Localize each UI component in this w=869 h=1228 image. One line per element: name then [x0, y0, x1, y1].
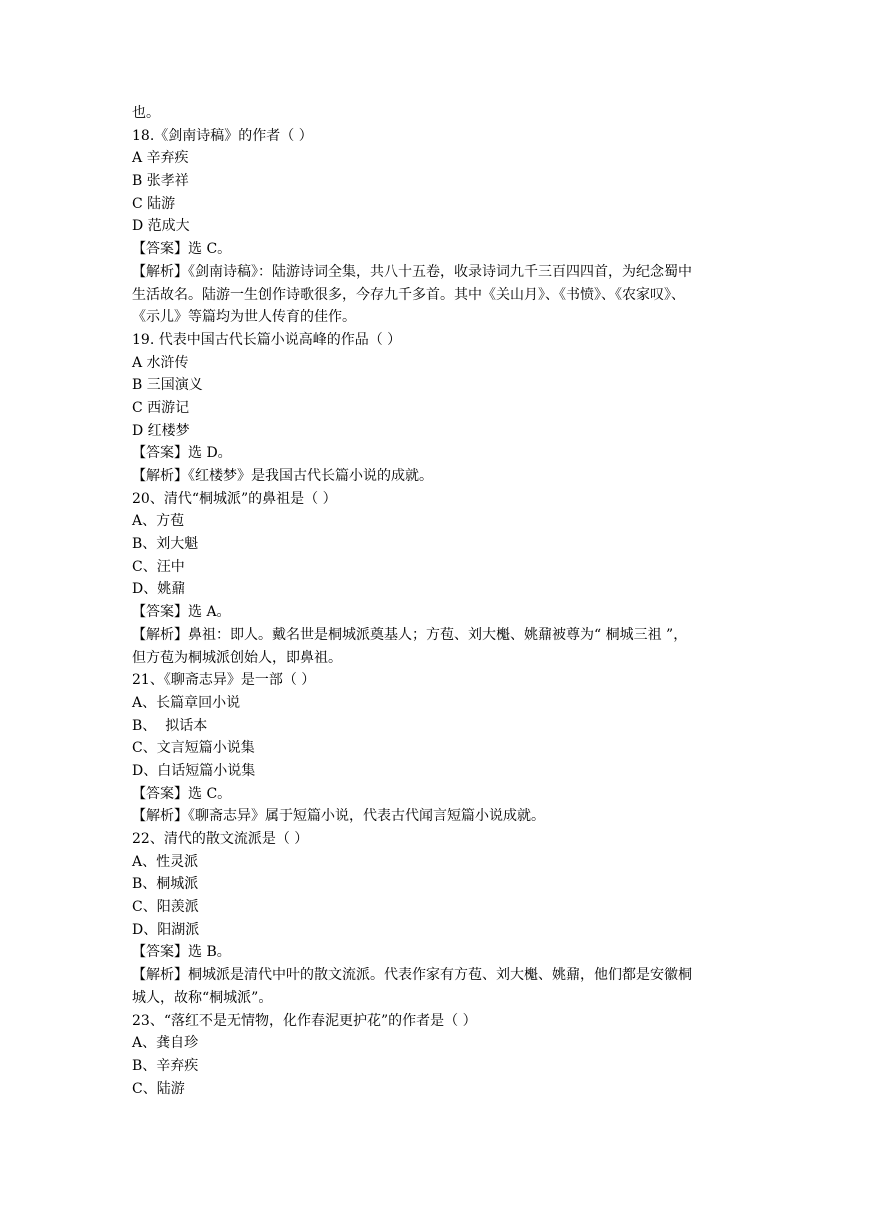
explanation: 【解析】桐城派是清代中叶的散文流派。代表作家有方苞、刘大櫆、姚鼐，他们都是安徽桐 — [132, 967, 692, 984]
option-b: B、辛弃疾 — [132, 1057, 199, 1074]
document-page — [132, 102, 772, 1100]
option-c: C、阳羡派 — [132, 899, 199, 916]
option-b: B、刘大魁 — [132, 536, 199, 553]
explanation-cont: 《示儿》等篇均为世人传育的佳作。 — [132, 309, 356, 326]
option-a: A、龚自珍 — [132, 1035, 199, 1052]
question-19: 19. 代表中国古代长篇小说高峰的作品（ ） — [132, 331, 402, 348]
option-b: B、 拟话本 — [132, 717, 208, 734]
text-line: 也。 — [132, 105, 160, 121]
question-18: 18.《剑南诗稿》的作者（ ） — [132, 127, 313, 144]
option-c: C、文言短篇小说集 — [132, 740, 255, 757]
option-d: D、白话短篇小说集 — [132, 762, 256, 779]
explanation: 【解析】《红楼梦》是我国古代长篇小说的成就。 — [132, 468, 433, 484]
option-c: C、陆游 — [132, 1080, 185, 1097]
explanation: 【解析】鼻祖：即人。戴名世是桐城派奠基人；方苞、刘大櫆、姚鼐被尊为“ 桐城三祖 ”， — [132, 626, 688, 643]
question-22: 22、清代的散文流派是（ ） — [132, 831, 309, 847]
option-b: B 张孝祥 — [132, 173, 189, 190]
option-a: A、性灵派 — [132, 853, 199, 870]
answer: 【答案】选 B。 — [132, 944, 231, 961]
answer: 【答案】选 A。 — [132, 604, 231, 621]
option-a: A 辛弃疾 — [132, 150, 189, 167]
option-d: D、姚鼐 — [132, 581, 186, 598]
option-c: C 西游记 — [132, 399, 190, 416]
explanation-cont: 但方苞为桐城派创始人，即鼻祖。 — [132, 649, 342, 666]
option-a: A 水浒传 — [132, 354, 189, 371]
explanation: 【解析】《剑南诗稿》：陆游诗词全集，共八十五卷，收录诗词九千三百四四首，为纪念蜀中 — [132, 263, 692, 280]
answer: 【答案】选 C。 — [132, 241, 232, 258]
explanation-cont: 生活故名。陆游一生创作诗歌很多，今存九千多首。其中《关山月》、《书愤》、《农家叹》、 — [132, 286, 685, 303]
explanation-cont: 城人，故称“桐城派”。 — [132, 989, 273, 1006]
question-23: 23、“落红不是无情物，化作春泥更护花”的作者是（ ） — [132, 1012, 477, 1029]
option-d: D、阳湖派 — [132, 921, 200, 938]
answer: 【答案】选 C。 — [132, 785, 232, 802]
option-c: C、汪中 — [132, 558, 185, 575]
option-d: D 红楼梦 — [132, 422, 190, 439]
option-d: D 范成大 — [132, 218, 190, 235]
option-b: B、桐城派 — [132, 876, 199, 893]
answer: 【答案】选 D。 — [132, 445, 232, 462]
question-20: 20、清代“桐城派”的鼻祖是（ ） — [132, 490, 337, 507]
option-a: A、方苞 — [132, 513, 185, 530]
option-a: A、长篇章回小说 — [132, 694, 241, 711]
question-21: 21、《聊斋志异》是一部（ ） — [132, 672, 316, 689]
explanation: 【解析】《聊斋志异》属于短篇小说，代表古代闻言短篇小说成就。 — [132, 808, 545, 825]
option-c: C 陆游 — [132, 195, 176, 212]
option-b: B 三国演义 — [132, 377, 203, 394]
